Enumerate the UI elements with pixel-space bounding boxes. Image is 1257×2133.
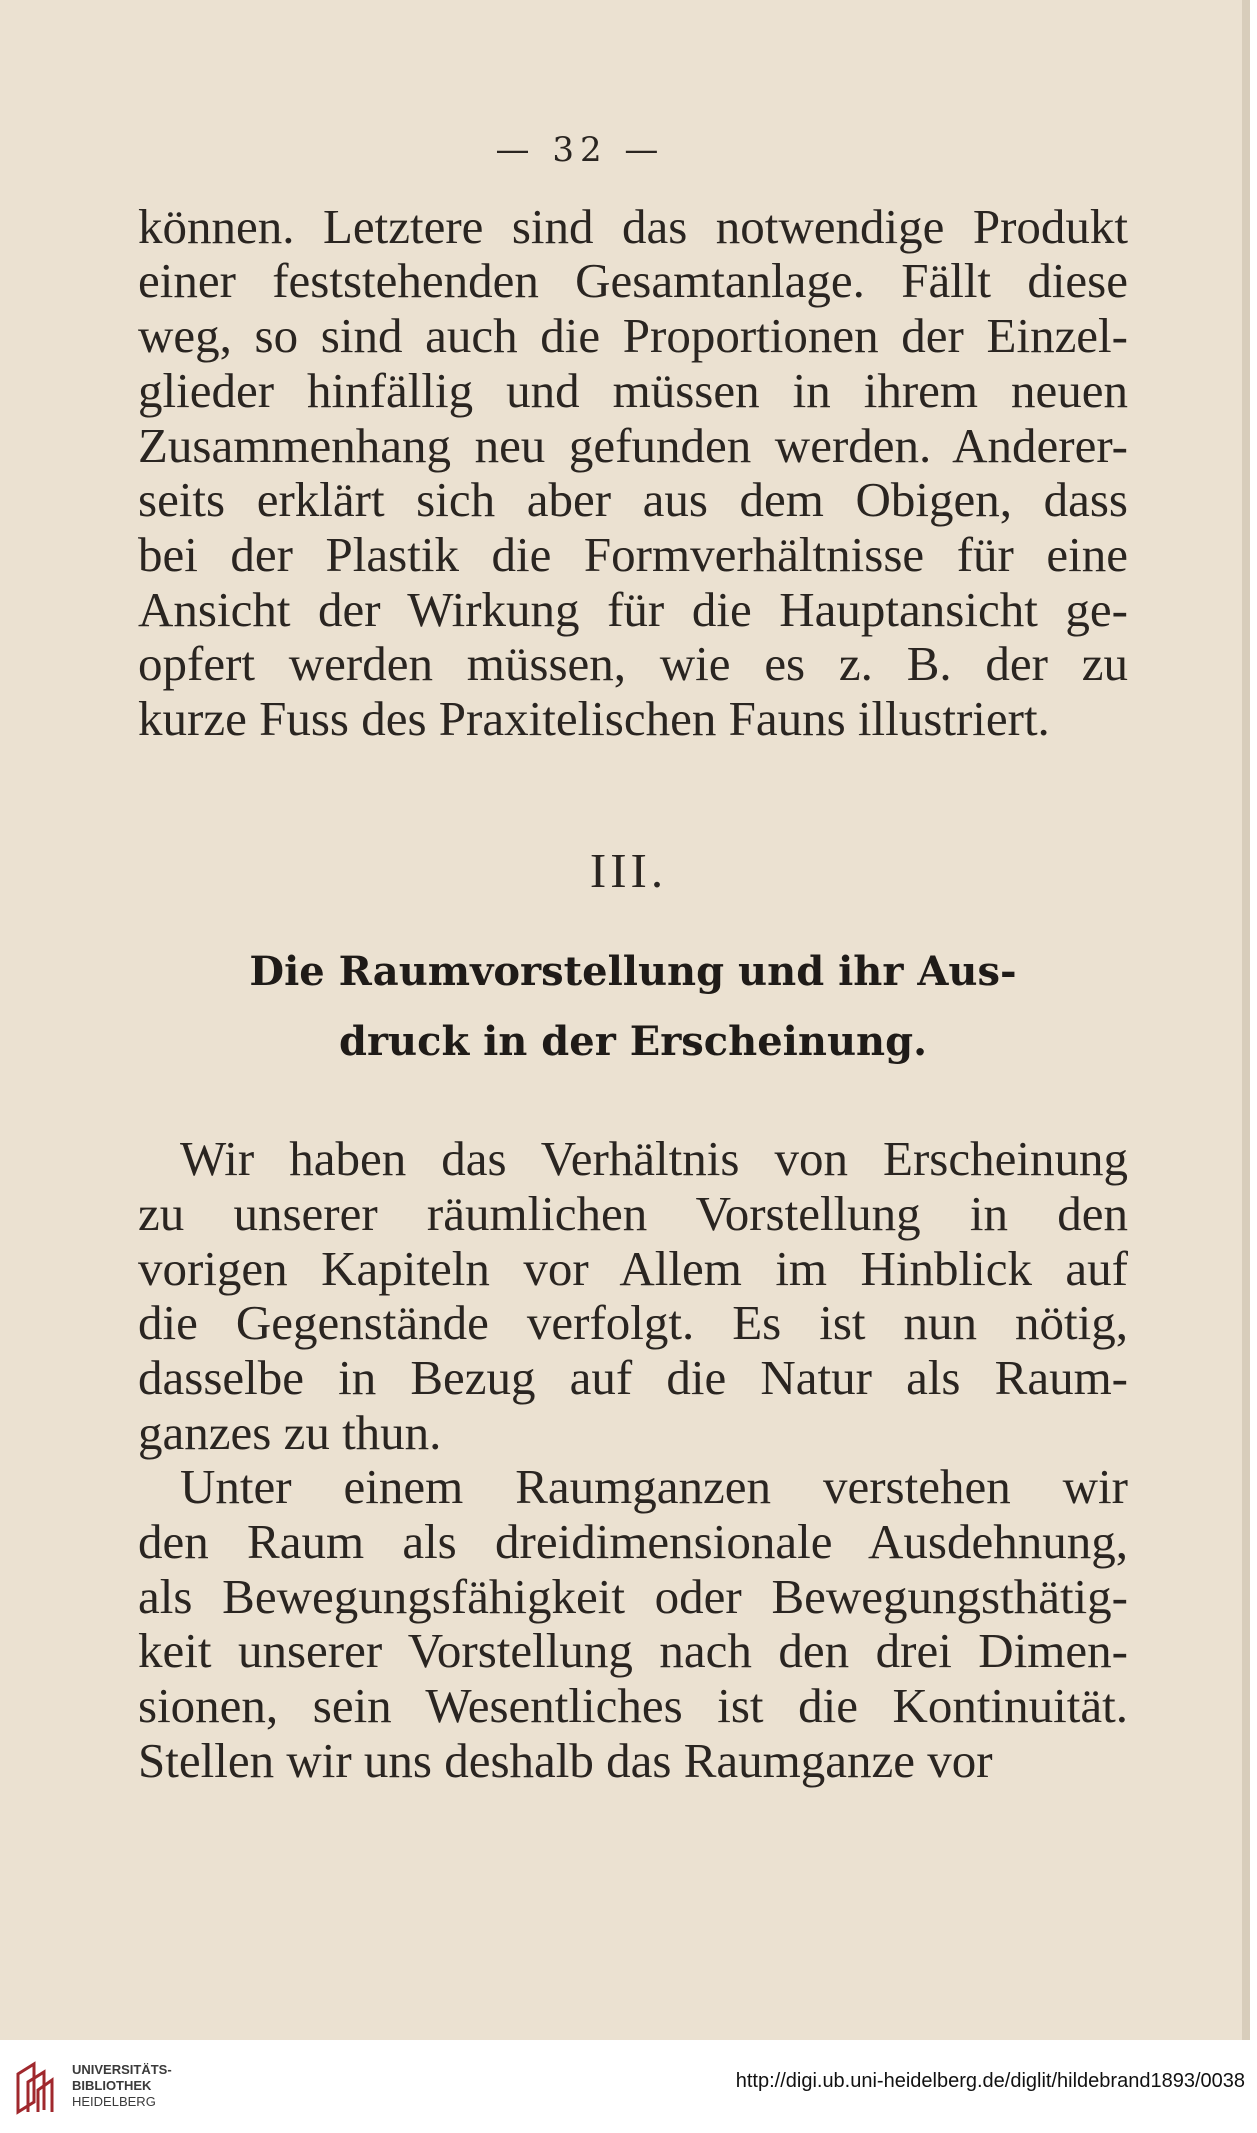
text-line: glieder hinfällig und müssen in ihrem neuen xyxy=(138,363,1128,418)
text-line: weg, so sind auch die Proportionen der Einzel- xyxy=(138,308,1128,363)
text-line: Ansicht der Wirkung für die Hauptansicht ge- xyxy=(138,582,1128,637)
logo-line: BIBLIOTHEK xyxy=(72,2078,152,2093)
source-url-link[interactable]: http://digi.ub.uni-heidelberg.de/diglit/hildebrand1893/0038 xyxy=(735,2070,1245,2092)
logo-line: HEIDELBERG xyxy=(72,2094,156,2109)
text-line: ganzes zu thun. xyxy=(138,1405,442,1460)
text-line: vorigen Kapiteln vor Allem im Hinblick auf xyxy=(138,1241,1128,1296)
heading-line: Die Raumvorstellung und ihr Aus- xyxy=(249,948,1017,995)
text-line: die Gegenstände verfolgt. Es ist nun nötig, xyxy=(138,1295,1128,1350)
text-line: seits erklärt sich aber aus dem Obigen, dass xyxy=(138,472,1128,527)
text-line: kurze Fuss des Praxitelischen Fauns illustriert. xyxy=(138,691,1050,746)
text-line: keit unserer Vorstellung nach den drei Dimen- xyxy=(138,1623,1128,1678)
text-line: zu unserer räumlichen Vorstellung in den xyxy=(138,1186,1128,1241)
text-line: den Raum als dreidimensionale Ausdehnung, xyxy=(138,1514,1128,1569)
footer-bar xyxy=(0,2040,1257,2133)
text-line: einer feststehenden Gesamtanlage. Fällt diese xyxy=(138,253,1128,308)
logo-line: UNIVERSITÄTS- xyxy=(72,2062,172,2077)
text-line: als Bewegungsfähigkeit oder Bewegungsthätig- xyxy=(138,1569,1128,1624)
text-line: Stellen wir uns deshalb das Raumganze vor xyxy=(138,1733,993,1788)
text-line: opfert werden müssen, wie es z. B. der zu xyxy=(138,636,1128,691)
university-library-logo-icon[interactable] xyxy=(14,2060,56,2116)
text-line: sionen, sein Wesentliches ist die Kontinuität. xyxy=(138,1678,1128,1733)
page-number: — 32 — xyxy=(495,130,665,170)
text-line: Wir haben das Verhältnis von Erscheinung xyxy=(180,1131,1128,1186)
text-line: Zusammenhang neu gefunden werden. Anderer- xyxy=(138,418,1128,473)
text-line: bei der Plastik die Formverhältnisse für eine xyxy=(138,527,1128,582)
library-name xyxy=(72,2062,172,2110)
chapter-number: III. xyxy=(589,843,668,898)
text-line: Unter einem Raumganzen verstehen wir xyxy=(180,1459,1128,1514)
text-line: dasselbe in Bezug auf die Natur als Raum- xyxy=(138,1350,1128,1405)
page-edge xyxy=(1242,0,1250,2040)
text-line: können. Letztere sind das notwendige Produkt xyxy=(138,199,1128,254)
heading-line: druck in der Erscheinung. xyxy=(338,1018,928,1065)
